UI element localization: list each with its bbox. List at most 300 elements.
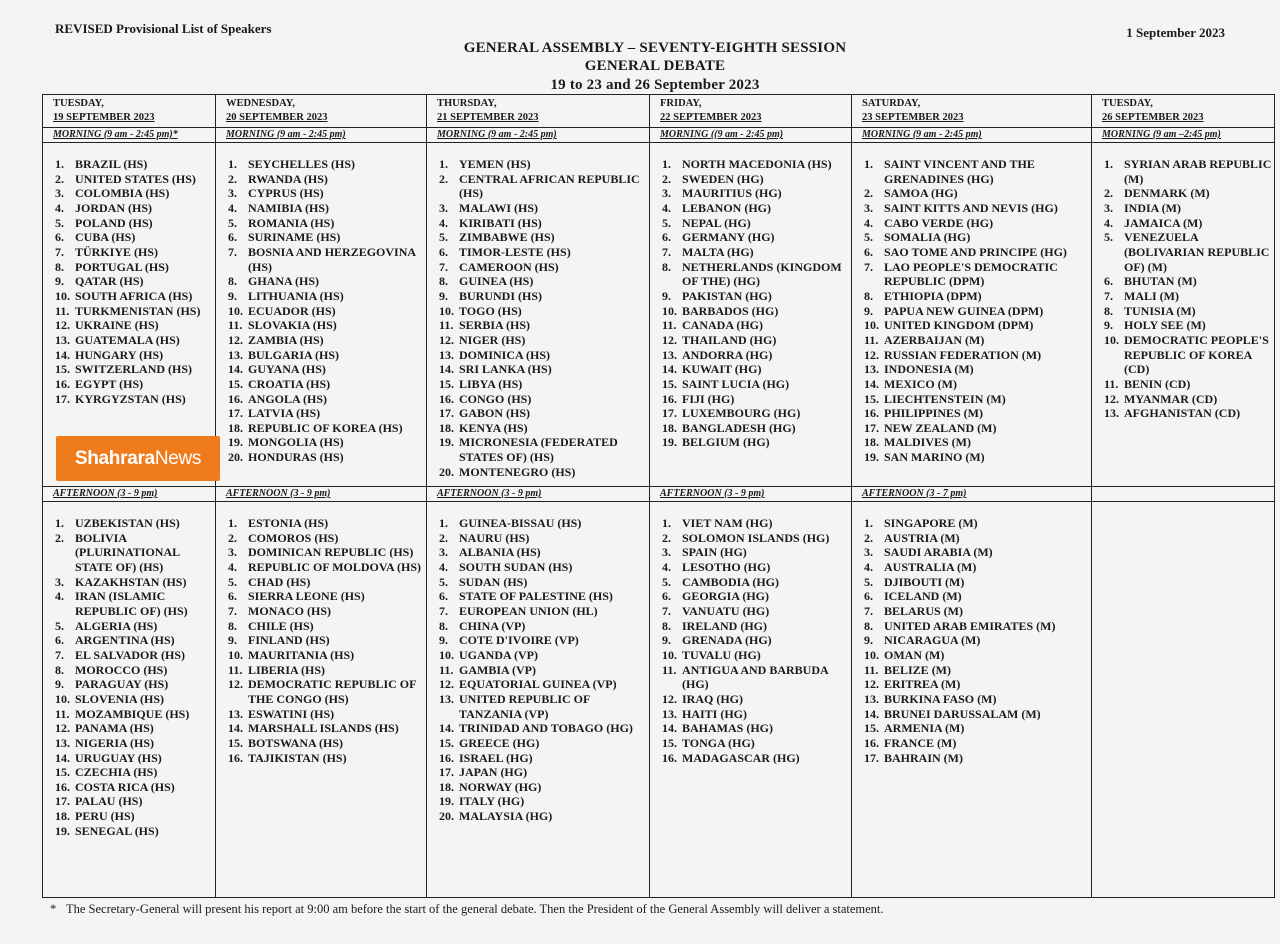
speaker-name: BULGARIA (HS)	[248, 347, 340, 362]
speaker-number: 13.	[864, 691, 879, 706]
speaker-name: TUNISIA (M)	[1124, 303, 1196, 318]
speaker-number: 15.	[439, 376, 454, 391]
speaker-name: MARSHALL ISLANDS (HS)	[248, 721, 399, 736]
speaker-item	[662, 157, 849, 172]
speaker-number: 11.	[55, 303, 70, 318]
speaker-item	[228, 721, 424, 736]
speaker-item	[55, 663, 213, 678]
speaker-name: NAURU (HS)	[459, 530, 530, 545]
debate-title: GENERAL DEBATE	[584, 58, 726, 74]
speaker-name: VANUATU (HG)	[682, 603, 770, 618]
speaker-name: INDIA (M)	[1124, 200, 1181, 215]
speaker-number: 7.	[55, 244, 64, 259]
speaker-name: HUNGARY (HS)	[75, 347, 164, 362]
afternoon-slot-label: AFTERNOON (3 - 9 pm)	[650, 487, 852, 502]
speaker-name: TRINIDAD AND TOBAGO (HG)	[459, 721, 633, 736]
speaker-item	[864, 619, 1089, 634]
speaker-number: 8.	[662, 259, 671, 274]
speaker-number: 10.	[55, 288, 70, 303]
speaker-name: CHAD (HS)	[248, 574, 311, 589]
speaker-item	[439, 318, 647, 333]
speaker-item	[439, 560, 647, 575]
speaker-number: 7.	[439, 603, 448, 618]
speaker-item	[662, 362, 849, 377]
speaker-item	[228, 274, 424, 289]
speaker-number: 8.	[228, 618, 237, 633]
speaker-item	[228, 516, 424, 531]
speaker-name: NETHERLANDS (KINGDOM OF THE) (HG)	[682, 259, 842, 289]
afternoon-slot-label: AFTERNOON (3 - 9 pm)	[427, 487, 650, 502]
speaker-item	[55, 216, 213, 231]
speaker-number: 11.	[864, 332, 879, 347]
speaker-number: 12.	[864, 677, 879, 692]
speaker-item	[662, 435, 849, 450]
speaker-item	[55, 824, 213, 839]
speaker-name: GRENADA (HG)	[682, 633, 772, 648]
speaker-item	[662, 692, 849, 707]
speaker-number: 1.	[228, 157, 237, 171]
speaker-number: 7.	[662, 244, 671, 259]
speaker-name: ESTONIA (HS)	[248, 516, 329, 530]
speaker-name: KENYA (HS)	[459, 420, 528, 435]
speaker-item	[55, 392, 213, 407]
speaker-number: 4.	[228, 200, 237, 215]
speaker-name: IRAQ (HG)	[682, 691, 743, 706]
speaker-name: NEW ZEALAND (M)	[884, 420, 997, 435]
speaker-name: BENIN (CD)	[1124, 376, 1191, 391]
speaker-item	[439, 435, 647, 464]
afternoon-speaker-list	[427, 502, 650, 898]
speaker-number: 16.	[439, 391, 454, 406]
list-title: REVISED Provisional List of Speakers	[55, 21, 272, 36]
speaker-item	[662, 545, 849, 560]
speaker-number: 18.	[662, 420, 677, 435]
speaker-name: ANTIGUA AND BARBUDA (HG)	[682, 662, 829, 692]
speaker-name: NORWAY (HG)	[459, 779, 542, 794]
speaker-name: SAINT KITTS AND NEVIS (HG)	[884, 200, 1058, 215]
speaker-name: SAINT LUCIA (HG)	[682, 376, 790, 391]
speaker-item	[864, 604, 1089, 619]
speaker-name: MADAGASCAR (HG)	[682, 750, 800, 765]
speaker-item	[228, 348, 424, 363]
speaker-name: KIRIBATI (HS)	[459, 215, 542, 230]
speaker-name: BURKINA FASO (M)	[884, 691, 997, 706]
speaker-name: BAHRAIN (M)	[884, 750, 963, 765]
speaker-item	[228, 450, 424, 465]
speaker-number: 10.	[662, 647, 677, 662]
speaker-number: 10.	[864, 318, 879, 333]
speaker-item	[1104, 406, 1272, 421]
speaker-number: 11.	[228, 662, 243, 677]
speaker-number: 4.	[439, 559, 448, 574]
speaker-name: GUINEA (HS)	[459, 274, 534, 289]
speaker-item	[228, 333, 424, 348]
speaker-name: SOUTH SUDAN (HS)	[459, 559, 573, 574]
speaker-item	[662, 516, 849, 531]
speaker-number: 3.	[662, 545, 671, 560]
speaker-item	[662, 392, 849, 407]
speaker-name: BELARUS (M)	[884, 603, 964, 618]
speaker-number: 3.	[1104, 200, 1113, 215]
speaker-name: MOROCCO (HS)	[75, 662, 168, 677]
speaker-name: BAHAMAS (HG)	[682, 721, 773, 736]
speaker-name: GUYANA (HS)	[248, 362, 326, 377]
speaker-item	[228, 230, 424, 245]
speaker-number: 13.	[1104, 406, 1119, 421]
speaker-item	[439, 377, 647, 392]
speaker-name: HOLY SEE (M)	[1124, 318, 1206, 333]
speaker-item	[864, 230, 1089, 245]
speaker-number: 7.	[228, 244, 237, 259]
speaker-name: TURKMENISTAN (HS)	[75, 303, 201, 318]
speaker-name: CHILE (HS)	[248, 618, 314, 633]
speaker-item	[439, 721, 647, 736]
speaker-number: 14.	[228, 362, 243, 377]
speaker-name: IRAN (ISLAMIC REPUBLIC OF) (HS)	[75, 589, 188, 618]
speaker-item	[439, 794, 647, 809]
speaker-item	[439, 736, 647, 751]
speaker-item	[864, 736, 1089, 751]
speaker-number: 2.	[864, 186, 873, 201]
speaker-name: RWANDA (HS)	[248, 171, 328, 186]
speaker-name: BANGLADESH (HG)	[682, 420, 796, 435]
speaker-item	[662, 201, 849, 216]
speaker-name: MICRONESIA (FEDERATED STATES OF) (HS)	[459, 435, 618, 465]
speaker-name: MALDIVES (M)	[884, 435, 971, 450]
speaker-name: CENTRAL AFRICAN REPUBLIC (HS)	[459, 171, 640, 201]
speaker-name: TIMOR-LESTE (HS)	[459, 244, 571, 259]
speaker-name: COLOMBIA (HS)	[75, 186, 170, 201]
speaker-item	[228, 216, 424, 231]
speaker-item	[662, 575, 849, 590]
speaker-number: 16.	[662, 391, 677, 406]
speaker-number: 14.	[55, 347, 70, 362]
speaker-name: GUATEMALA (HS)	[75, 332, 180, 347]
speaker-number: 9.	[1104, 318, 1113, 333]
speaker-item	[55, 619, 213, 634]
speaker-item	[864, 516, 1089, 531]
speaker-name: PORTUGAL (HS)	[75, 259, 169, 274]
speaker-item	[662, 406, 849, 421]
speaker-name: LIBYA (HS)	[459, 376, 523, 391]
speaker-name: UKRAINE (HS)	[75, 318, 159, 333]
speaker-number: 7.	[864, 603, 873, 618]
speaker-item	[55, 677, 213, 692]
speaker-number: 3.	[439, 200, 448, 215]
speaker-name: BOLIVIA (PLURINATIONAL STATE OF) (HS)	[75, 530, 180, 574]
speaker-item	[55, 201, 213, 216]
speaker-item	[864, 260, 1089, 289]
speaker-item	[55, 751, 213, 766]
speaker-name: NICARAGUA (M)	[884, 633, 981, 648]
speaker-item	[55, 230, 213, 245]
speaker-number: 14.	[55, 750, 70, 765]
speaker-item	[228, 663, 424, 678]
speaker-name: DJIBOUTI (M)	[884, 574, 965, 589]
speaker-number: 13.	[439, 347, 454, 362]
speaker-item	[1104, 157, 1272, 186]
speaker-name: ESWATINI (HS)	[248, 706, 335, 721]
speaker-number: 15.	[864, 391, 879, 406]
speaker-name: SYRIAN ARAB REPUBLIC (M)	[1124, 157, 1272, 186]
morning-speaker-list	[852, 143, 1092, 487]
speaker-name: ISRAEL (HG)	[459, 750, 533, 765]
speaker-name: SPAIN (HG)	[682, 545, 747, 560]
speaker-number: 5.	[662, 574, 671, 589]
speaker-number: 6.	[864, 589, 873, 604]
speaker-item	[439, 751, 647, 766]
morning-slot-label: MORNING (9 am - 2:45 pm)*	[43, 128, 216, 143]
speaker-name: SOMALIA (HG)	[884, 230, 971, 245]
speaker-number: 1.	[864, 157, 873, 171]
speaker-number: 20.	[439, 809, 454, 824]
speaker-name: THAILAND (HG)	[682, 332, 777, 347]
speaker-number: 15.	[55, 362, 70, 377]
speaker-number: 5.	[228, 215, 237, 230]
speaker-number: 19.	[662, 435, 677, 450]
speaker-name: FRANCE (M)	[884, 735, 957, 750]
speaker-number: 1.	[228, 516, 237, 530]
speaker-number: 6.	[55, 230, 64, 245]
speaker-item	[55, 245, 213, 260]
speaker-number: 2.	[662, 530, 671, 545]
speaker-item	[662, 560, 849, 575]
speaker-number: 19.	[228, 435, 243, 450]
speaker-name: NAMIBIA (HS)	[248, 200, 330, 215]
speaker-item	[439, 780, 647, 795]
speaker-name: SERBIA (HS)	[459, 318, 531, 333]
speaker-item	[864, 348, 1089, 363]
speaker-name: GREECE (HG)	[459, 735, 540, 750]
speaker-item	[55, 575, 213, 590]
speaker-name: GABON (HS)	[459, 406, 531, 421]
speaker-number: 17.	[439, 406, 454, 421]
speaker-number: 18.	[864, 435, 879, 450]
speaker-item	[662, 186, 849, 201]
speaker-name: URUGUAY (HS)	[75, 750, 162, 765]
speaker-item	[228, 707, 424, 722]
speaker-number: 11.	[228, 318, 243, 333]
speaker-name: SAO TOME AND PRINCIPE (HG)	[884, 244, 1067, 259]
speaker-number: 14.	[864, 376, 879, 391]
speaker-number: 14.	[662, 362, 677, 377]
speaker-item	[1104, 392, 1272, 407]
speaker-name: BURUNDI (HS)	[459, 288, 543, 303]
speaker-name: AFGHANISTAN (CD)	[1124, 406, 1241, 421]
speaker-name: JAPAN (HG)	[459, 765, 528, 780]
speaker-name: LEBANON (HG)	[682, 200, 772, 215]
speaker-name: SRI LANKA (HS)	[459, 362, 552, 377]
speaker-number: 2.	[228, 171, 237, 186]
speaker-number: 11.	[1104, 376, 1119, 391]
speaker-name: POLAND (HS)	[75, 215, 153, 230]
speaker-number: 9.	[864, 633, 873, 648]
speaker-number: 6.	[662, 230, 671, 245]
speaker-number: 17.	[439, 765, 454, 780]
speaker-name: BRAZIL (HS)	[75, 157, 148, 171]
speaker-name: BOTSWANA (HS)	[248, 735, 344, 750]
speaker-number: 8.	[1104, 303, 1113, 318]
speaker-item	[228, 406, 424, 421]
speaker-number: 11.	[439, 318, 454, 333]
speaker-name: LIECHTENSTEIN (M)	[884, 391, 1006, 406]
speaker-name: ANDORRA (HG)	[682, 347, 773, 362]
speaker-number: 13.	[228, 706, 243, 721]
speaker-name: FIJI (HG)	[682, 391, 735, 406]
speaker-number: 15.	[662, 376, 677, 391]
speaker-item	[864, 692, 1089, 707]
speaker-name: NIGERIA (HS)	[75, 735, 155, 750]
speaker-item	[228, 435, 424, 450]
morning-speaker-list	[43, 143, 216, 487]
speaker-item	[864, 216, 1089, 231]
speaker-item	[864, 751, 1089, 766]
speaker-number: 12.	[55, 721, 70, 736]
speaker-name: EQUATORIAL GUINEA (VP)	[459, 677, 617, 692]
speaker-number: 16.	[55, 779, 70, 794]
speaker-name: MALTA (HG)	[682, 244, 754, 259]
speaker-item	[55, 531, 213, 575]
speaker-number: 10.	[662, 303, 677, 318]
speaker-name: PALAU (HS)	[75, 794, 143, 809]
morning-slot-label: MORNING (9 am - 2:45 pm)	[427, 128, 650, 143]
speaker-item	[662, 230, 849, 245]
speaker-number: 10.	[228, 647, 243, 662]
speaker-number: 18.	[228, 420, 243, 435]
speaker-name: AUSTRALIA (M)	[884, 559, 977, 574]
speaker-name: KAZAKHSTAN (HS)	[75, 574, 187, 589]
speaker-name: SAMOA (HG)	[884, 186, 958, 201]
speaker-name: AUSTRIA (M)	[884, 530, 960, 545]
afternoon-slot-label: AFTERNOON (3 - 7 pm)	[852, 487, 1092, 502]
speaker-item	[55, 516, 213, 531]
speaker-item	[662, 304, 849, 319]
afternoon-speaker-list	[650, 502, 852, 898]
speaker-number: 9.	[662, 633, 671, 648]
day-header: FRIDAY, 22 SEPTEMBER 2023	[650, 95, 852, 128]
day-header: THURSDAY, 21 SEPTEMBER 2023	[427, 95, 650, 128]
speaker-number: 20.	[439, 464, 454, 479]
speaker-item	[662, 736, 849, 751]
speaker-item	[1104, 201, 1272, 216]
footnote-text: The Secretary-General will present his report at 9:00 am before the start of the general debate. Then the President of the General Assembly will deliver a statement.	[66, 902, 884, 916]
speaker-item	[228, 245, 424, 274]
speaker-name: MONACO (HS)	[248, 603, 331, 618]
speaker-number: 15.	[55, 765, 70, 780]
speaker-item	[439, 201, 647, 216]
speakers-schedule-table	[42, 94, 1275, 898]
morning-speakers-row	[43, 143, 1275, 487]
speaker-number: 12.	[439, 332, 454, 347]
afternoon-speaker-list	[1092, 502, 1275, 898]
speaker-item	[662, 216, 849, 231]
speaker-item	[662, 172, 849, 187]
speaker-number: 12.	[228, 332, 243, 347]
speaker-name: SAINT VINCENT AND THE GRENADINES (HG)	[884, 157, 1035, 186]
speaker-number: 8.	[662, 618, 671, 633]
afternoon-slot-label: AFTERNOON (3 - 9 pm)	[43, 487, 216, 502]
speaker-number: 4.	[55, 200, 64, 215]
speaker-number: 2.	[55, 530, 64, 545]
afternoon-slot-label	[1092, 487, 1275, 502]
speaker-name: EGYPT (HS)	[75, 376, 144, 391]
speaker-item	[439, 692, 647, 721]
speaker-number: 12.	[662, 332, 677, 347]
speaker-number: 7.	[662, 603, 671, 618]
speaker-item	[439, 260, 647, 275]
speaker-name: BELIZE (M)	[884, 662, 952, 677]
speaker-item	[228, 531, 424, 546]
speaker-name: SWEDEN (HG)	[682, 171, 764, 186]
speaker-item	[864, 362, 1089, 377]
speaker-item	[864, 589, 1089, 604]
speaker-name: SENEGAL (HS)	[75, 823, 159, 838]
speaker-name: MAURITANIA (HS)	[248, 647, 355, 662]
speaker-number: 13.	[439, 691, 454, 706]
speaker-number: 13.	[662, 347, 677, 362]
speaker-item	[55, 333, 213, 348]
speaker-number: 8.	[864, 288, 873, 303]
speaker-item	[662, 663, 849, 692]
speaker-number: 5.	[55, 215, 64, 230]
speaker-name: PARAGUAY (HS)	[75, 677, 169, 692]
speaker-number: 6.	[1104, 274, 1113, 289]
speaker-name: SOUTH AFRICA (HS)	[75, 288, 193, 303]
speaker-number: 12.	[228, 677, 243, 692]
speaker-number: 10.	[1104, 332, 1119, 347]
speaker-item	[228, 201, 424, 216]
speaker-item	[228, 560, 424, 575]
speaker-number: 13.	[55, 735, 70, 750]
speaker-item	[55, 362, 213, 377]
speaker-number: 5.	[864, 574, 873, 589]
speaker-name: MOZAMBIQUE (HS)	[75, 706, 190, 721]
speaker-number: 1.	[662, 157, 671, 171]
speaker-item	[662, 260, 849, 289]
speaker-number: 16.	[662, 750, 677, 765]
afternoon-speaker-list	[216, 502, 427, 898]
speaker-number: 2.	[662, 171, 671, 186]
speaker-number: 11.	[864, 662, 879, 677]
speaker-number: 3.	[864, 200, 873, 215]
speaker-name: DOMINICAN REPUBLIC (HS)	[248, 545, 414, 560]
speaker-name: QATAR (HS)	[75, 274, 144, 289]
speaker-number: 10.	[864, 647, 879, 662]
speaker-number: 1.	[662, 516, 671, 530]
speaker-item	[55, 794, 213, 809]
speaker-number: 8.	[864, 618, 873, 633]
speaker-name: DOMINICA (HS)	[459, 347, 551, 362]
speaker-item	[55, 736, 213, 751]
speaker-number: 12.	[1104, 391, 1119, 406]
speaker-number: 19.	[439, 794, 454, 809]
speaker-name: ANGOLA (HS)	[248, 391, 328, 406]
speaker-item	[662, 377, 849, 392]
speaker-item	[55, 348, 213, 363]
speaker-name: SAN MARINO (M)	[884, 450, 985, 465]
speaker-name: INDONESIA (M)	[884, 362, 974, 377]
speaker-item	[55, 186, 213, 201]
speaker-item	[439, 348, 647, 363]
speaker-number: 16.	[864, 406, 879, 421]
afternoon-speaker-list	[43, 502, 216, 898]
speaker-name: CAMBODIA (HG)	[682, 574, 779, 589]
speaker-item	[439, 245, 647, 260]
speaker-number: 6.	[55, 633, 64, 648]
speaker-number: 12.	[55, 318, 70, 333]
speaker-item	[864, 721, 1089, 736]
speaker-number: 7.	[1104, 288, 1113, 303]
